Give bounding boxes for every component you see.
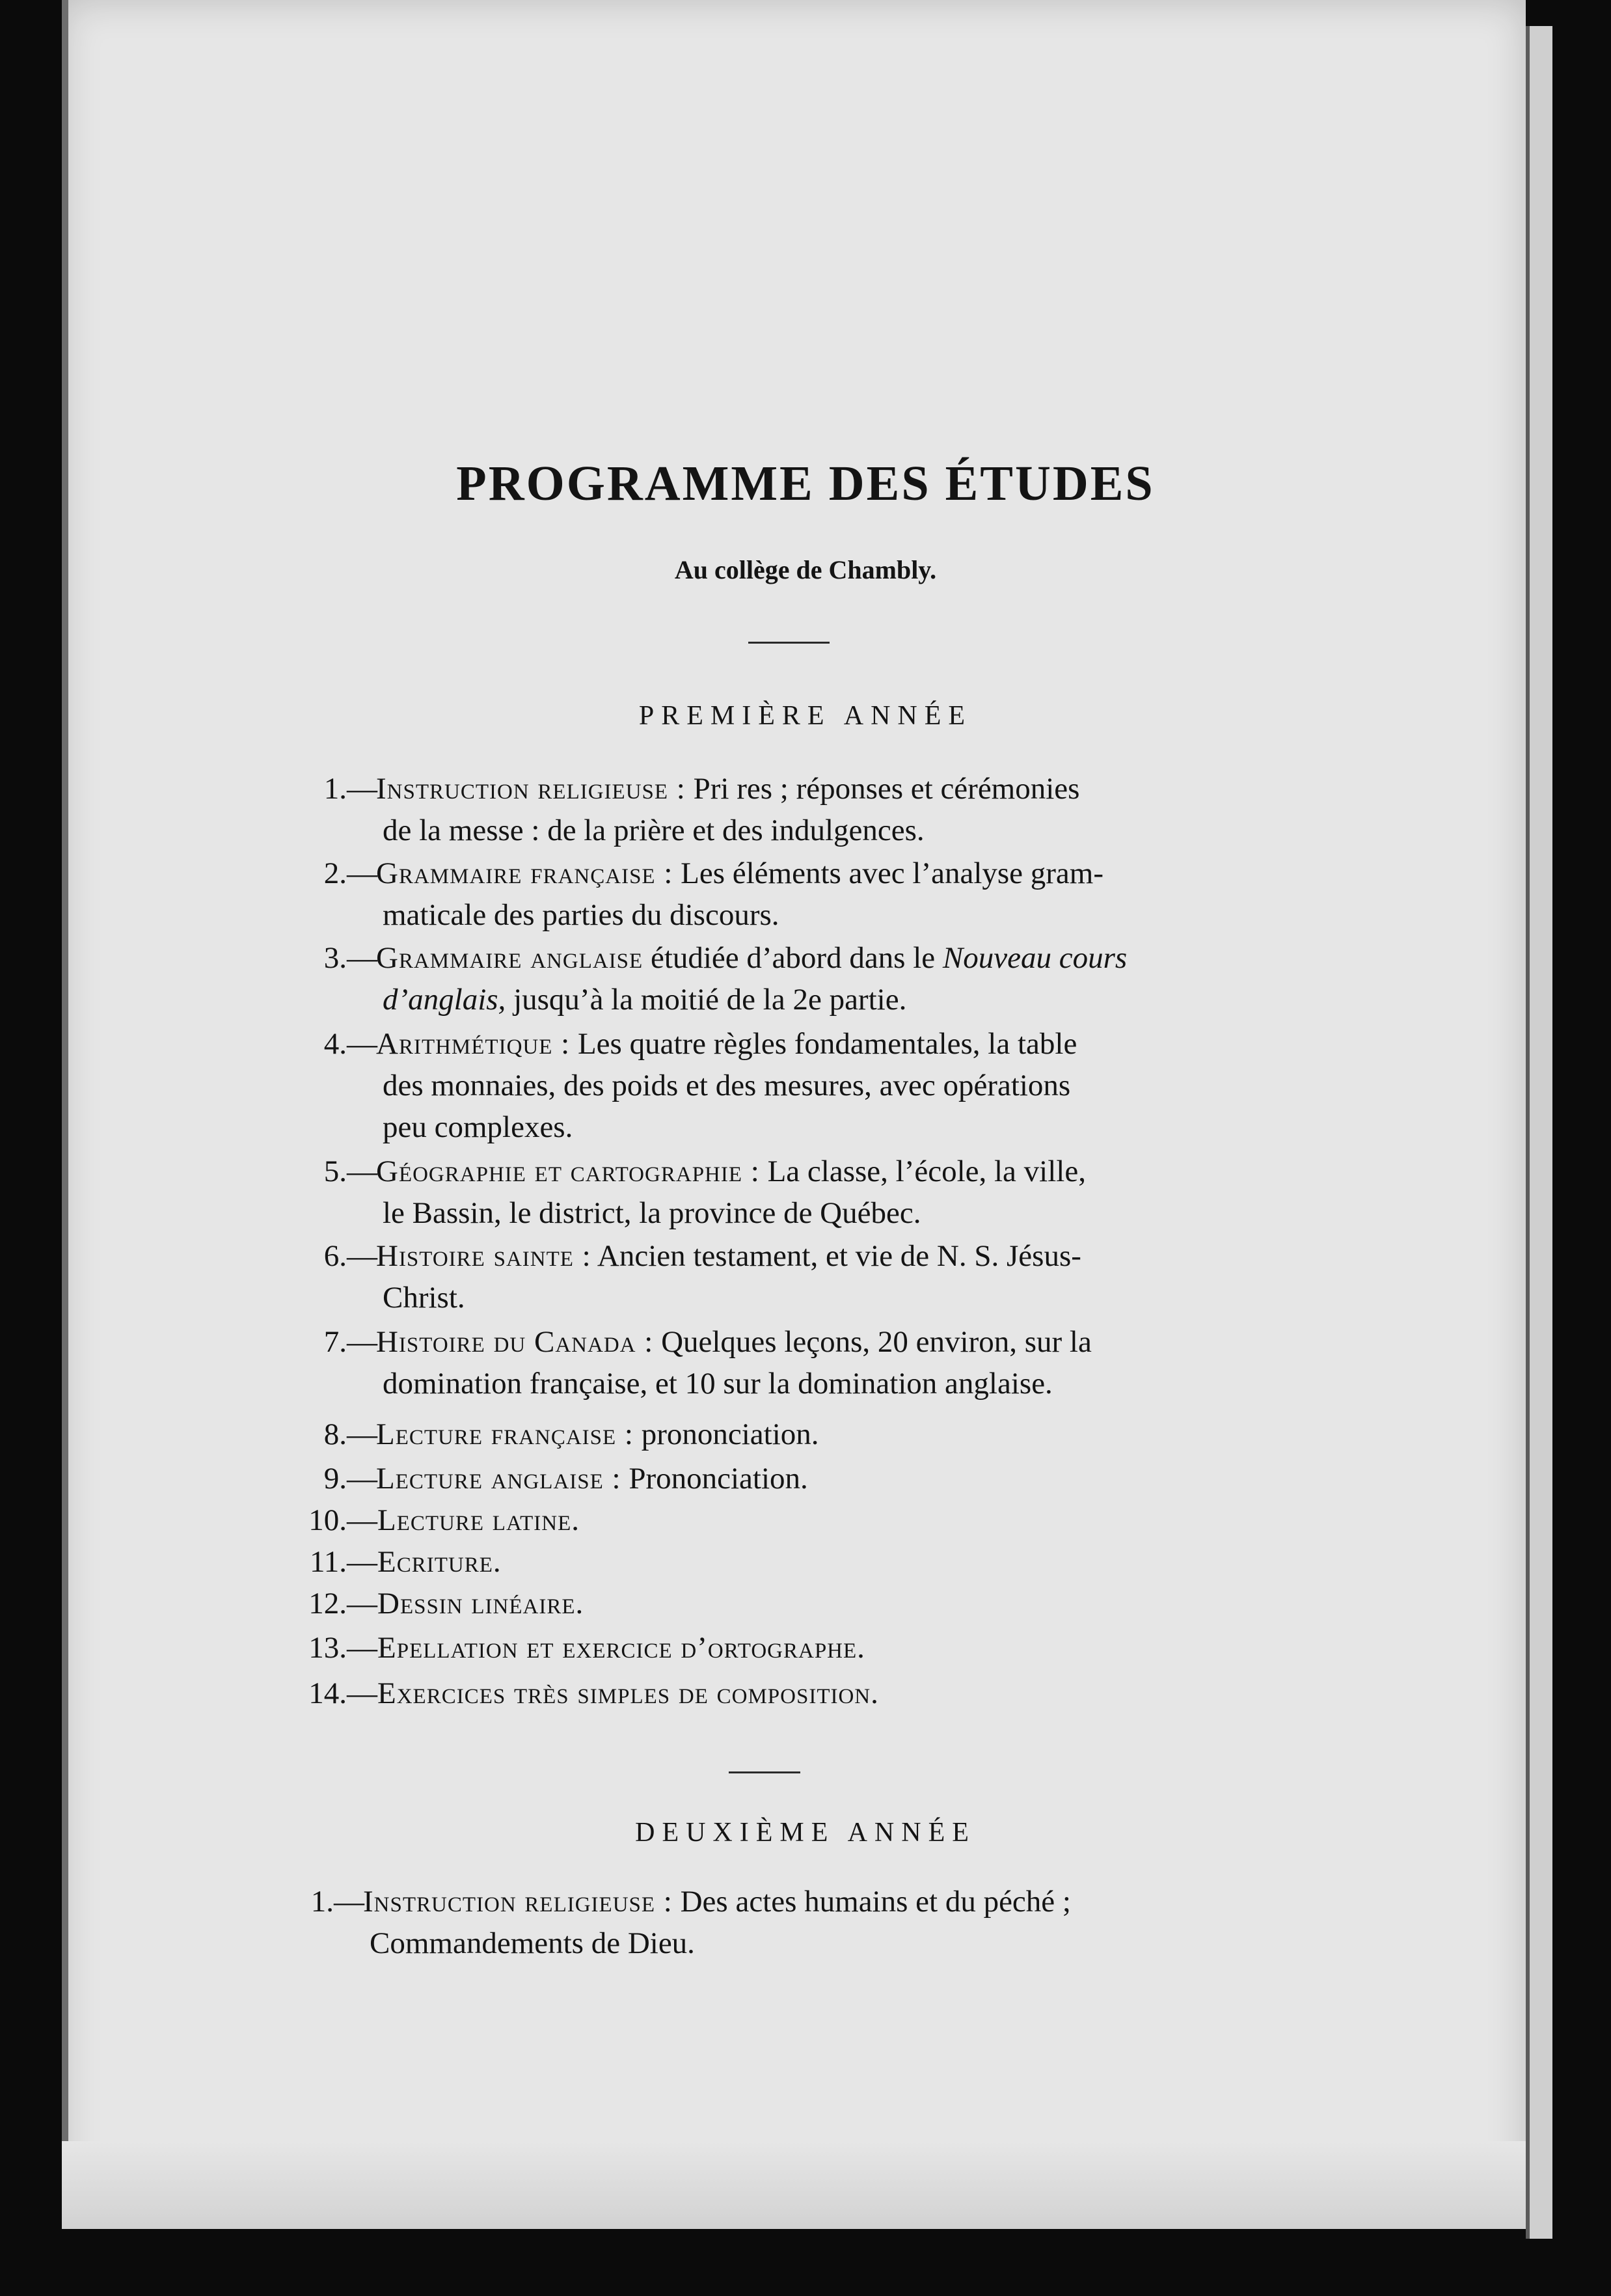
item-number: 1.— xyxy=(323,772,377,806)
item-italic-title-cont: d’anglais, xyxy=(383,983,506,1017)
item-text: Prononciation. xyxy=(629,1462,808,1496)
item-text: prononciation. xyxy=(641,1417,819,1451)
item-number: 1.— xyxy=(310,1885,364,1919)
item-text: étudiée d’abord dans le xyxy=(650,941,936,975)
item-text: Ancien testament, et vie de N. S. Jésus- xyxy=(597,1239,1081,1273)
list-item xyxy=(299,768,1314,851)
section-heading: PREMIÈRE ANNÉE xyxy=(638,701,973,731)
item-subject: Arithmétique : xyxy=(376,1027,571,1061)
list-item xyxy=(299,937,1314,1020)
item-text: Pri res ; réponses et cérémonies xyxy=(693,772,1080,806)
item-subject: Instruction religieuse : xyxy=(376,772,686,806)
item-subject: Ecriture. xyxy=(377,1545,502,1579)
divider-rule xyxy=(748,642,830,644)
item-subject: Lecture latine. xyxy=(377,1503,580,1537)
list-item xyxy=(299,1023,1314,1148)
item-continuation: maticale des parties du discours. xyxy=(383,898,779,932)
item-number: 5.— xyxy=(323,1155,377,1188)
item-text: Les éléments avec l’analyse gram- xyxy=(681,856,1103,890)
list-item xyxy=(286,1881,1301,1964)
item-subject: Géographie et cartographie : xyxy=(376,1155,760,1188)
page-title: PROGRAMME DES ÉTUDES xyxy=(456,456,1155,511)
item-number: 8.— xyxy=(323,1417,377,1451)
item-subject: Lecture anglaise : xyxy=(376,1462,621,1496)
item-subject: Dessin linéaire. xyxy=(377,1587,584,1620)
item-subject: Epellation et exercice d’ortographe. xyxy=(377,1631,865,1665)
page-subtitle: Au collège de Chambly. xyxy=(674,555,937,584)
item-continuation: peu complexes. xyxy=(383,1110,573,1144)
item-number: 11.— xyxy=(309,1545,377,1579)
item-number: 3.— xyxy=(323,941,377,975)
item-text: Quelques leçons, 20 environ, sur la xyxy=(661,1325,1092,1359)
item-subject: Histoire sainte : xyxy=(376,1239,591,1273)
page-bottom-shadow xyxy=(62,2141,1526,2229)
item-subject: Exercices très simples de composition. xyxy=(377,1676,879,1710)
item-text: Des actes humains et du péché ; xyxy=(680,1885,1071,1919)
item-continuation: le Bassin, le district, la province de Québec. xyxy=(383,1196,921,1230)
item-text: Les quatre règles fondamentales, la table xyxy=(577,1027,1077,1061)
item-number: 4.— xyxy=(323,1027,377,1061)
item-continuation-text: jusqu’à la moitié de la 2e partie. xyxy=(513,983,907,1017)
list-item xyxy=(299,1151,1314,1234)
item-number: 13.— xyxy=(308,1631,377,1665)
item-text: La classe, l’école, la ville, xyxy=(767,1155,1086,1188)
item-number: 7.— xyxy=(323,1325,377,1359)
item-continuation: domination française, et 10 sur la domination anglaise. xyxy=(383,1367,1053,1401)
item-subject: Lecture française : xyxy=(376,1417,634,1451)
section-heading: DEUXIÈME ANNÉE xyxy=(635,1818,976,1848)
list-item xyxy=(299,1321,1314,1404)
page-left-edge xyxy=(62,0,68,2229)
item-italic-title: Nouveau cours xyxy=(942,941,1128,975)
adjacent-page-strip xyxy=(1526,26,1552,2239)
item-subject: Instruction religieuse : xyxy=(363,1885,673,1919)
item-number: 9.— xyxy=(323,1462,377,1496)
item-subject: Grammaire française : xyxy=(376,856,673,890)
item-subject: Grammaire anglaise xyxy=(376,941,643,975)
item-continuation: de la messe : de la prière et des indulgences. xyxy=(383,813,925,847)
item-continuation: Commandements de Dieu. xyxy=(370,1926,695,1960)
divider-rule xyxy=(729,1771,800,1773)
item-number: 6.— xyxy=(323,1239,377,1273)
list-item xyxy=(299,853,1314,936)
item-subject: Histoire du Canada : xyxy=(376,1325,654,1359)
item-continuation: Christ. xyxy=(383,1281,465,1315)
item-number: 14.— xyxy=(308,1676,377,1710)
item-continuation xyxy=(376,979,1313,1020)
item-continuation: des monnaies, des poids et des mesures, avec opérations xyxy=(383,1069,1071,1102)
item-number: 12.— xyxy=(308,1587,377,1620)
item-number: 10.— xyxy=(308,1503,377,1537)
item-number: 2.— xyxy=(323,856,377,890)
list-item xyxy=(299,1235,1314,1319)
